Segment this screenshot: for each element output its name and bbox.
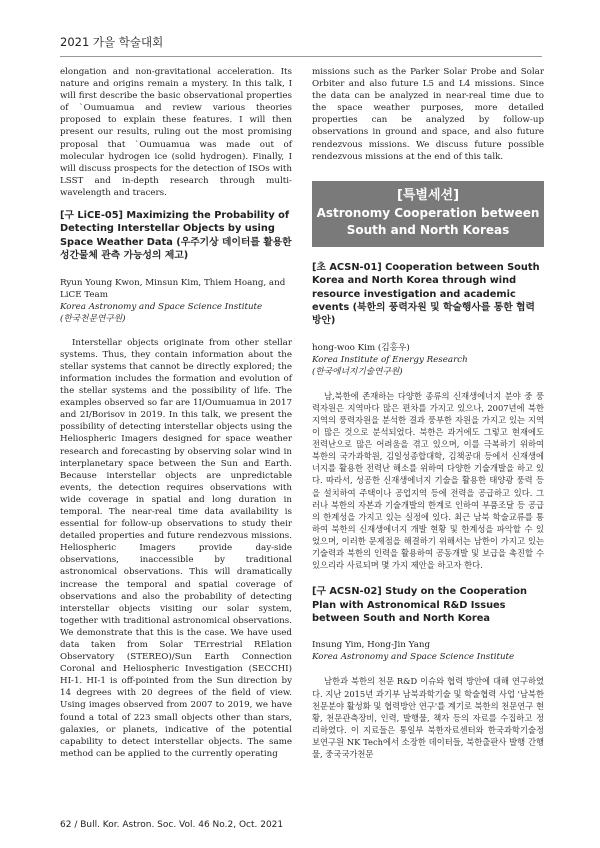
abstract-body: Interstellar objects originate from other stellar systems. Thus, they contain information about the stellar systems that cannot be directly explored; the information includes the formation and evolution of the stellar systems and the possibility of life. The examples observed so far are 1I/Oumuamua in 2017 and 2I/Borisov in 2019. In this talk, we present the possibility of detecting interstellar objects using the Heliospheric Imagers designed for space weather research and forecasting by observing solar wind in interplanetary space between the Sun and Earth. Because interstellar objects are unpredictable events, the detection requires observations with wide coverage in spatial and long duration in temporal. The near-real time data availability is essential for follow-up observations to study their detailed properties and future rendezvous missions. Heliospheric Imagers provide day-side observations, inaccessible by traditional astronomical observations. This will dramatically increase the temporal and spatial coverage of observations and also the probability of detecting interstellar objects visiting our solar system, together with traditional astronomical observations. We demonstrate that this is the case. We have used data taken from Solar TErrestrial RElation Observatory (STEREO)/Sun Earth Connection Coronal and Heliospheric Investigation (SECCHI) HI-1. HI-1 is off-pointed from the Sun direction by 14 degrees with 20 degrees of the field of view. Using images observed from 2007 to 2019, we have found a total of 223 small objects other than stars, galaxies, or planets, indicative of the potential capability to detect interstellar objects. The same method can be applied to the currently operating: [60, 337, 292, 759]
affiliation: Korea Astronomy and Space Science Institute: [60, 301, 263, 312]
abstract-title: [구 LiCE-05] Maximizing the Probability of Detecting Interstellar Objects by using Space Weather Data (우주기상 데이터를 활용한 성간물체 관측 가능성의 제고): [60, 210, 292, 262]
running-header: 2021 가을 학술대회: [60, 35, 164, 49]
left-column: [60, 66, 292, 760]
abstract2-authors: [312, 639, 544, 663]
abstract2-affiliation: Korea Astronomy and Space Science Institute: [312, 652, 515, 663]
header-rule: [60, 56, 542, 57]
abstract2-body: 남한과 북한의 천문 R&D 이슈와 협력 방안에 대해 연구하였다. 지난 2015년 과기부 남북과학기술 및 학술협력 사업 '남북한 천문분야 활성화 및 협력방안 연구'를 계기로 북한의 천문연구 현황, 천문관측장비, 인력, 발행물, 책자 등의 자료를 수집하고 정리하였다. 이 지료들은 통일부 북한자료센터와 한국과학기술정보연구원 NK Tech에서 소장한 데이터들, 북한출판사 발행 간행물, 중국국가천문: [312, 676, 544, 759]
abstract2-title: [구 ACSN-02] Study on the Cooperation Plan with Astronomical R&D Issues between South and North Korea: [312, 586, 527, 624]
abstract-authors: [60, 277, 292, 325]
special-session-banner: [312, 181, 544, 247]
page-footer: 62 / Bull. Kor. Astron. Soc. Vol. 46 No.2, Oct. 2021: [60, 820, 284, 830]
session-title-line2: South and North Koreas: [346, 222, 510, 237]
session-title-line1: Astronomy Cooperation between: [316, 205, 540, 220]
session-label: [특별세션]: [396, 187, 460, 203]
abstract1-author-list: hong-woo Kim (김홍우): [312, 342, 410, 353]
abstract1-affiliation-korean: (한국에너지기술연구원): [312, 366, 403, 377]
abstract1-body: 남,북한에 존재하는 다양한 종류의 신재생에너지 분야 중 풍력자원은 지역마다 많은 편차를 가지고 있으나, 2007년에 북한지역의 풍력자원을 분석한 결과 풍부한 자원을 가지고 있는 지역이 많은 것으로 분석되었다. 북한은 과거에도 그렇고 현재에도 전력난으로 많은 어려움을 겪고 있으며, 이를 극복하기 위하여 북한의 국가과학원, 김일성종합대학, 김책공대 등에서 신재생에너지를 활용한 전력난 해소를 위하여 다양한 기술개발을 하고 있다. 따라서, 성공한 신재생에너지 기술을 활용한 태양광 풍력 등을 설치하여 주택이나 공업지역 등에 전력을 공급하고 있다. 그러나 북한의 자본과 기술개발의 한계로 인하여 부품조달 등 공급의 한계성을 가지고 있는 실정에 있다. 최근 남북 학술교류를 통하여 북한의 신재생에너지 개발 현황 및 한계성을 파악할 수 있었으며, 이러한 문제점을 해결하기 위해서는 남한이 가지고 있는 기술력과 북한의 인력을 활용하여 공동개발 및 보급을 촉진할 수 있으리라 사료되며 몇 가지 제안을 하고자 한다.: [312, 390, 544, 571]
continued-paragraph: missions such as the Parker Solar Probe and Solar Orbiter and also future L5 and L4 missions. Since the data can be analyzed in near-real time due to the space weather purposes, more detailed properties can be analyzed by follow-up observations in ground and space, and also future rendezvous missions. We discuss future possible rendezvous missions at the end of this talk.: [312, 67, 544, 162]
abstract2-author-list: Insung Yim, Hong-Jin Yang: [312, 640, 431, 651]
intro-paragraph: elongation and non-gravitational acceleration. Its nature and origins remain a mystery. In this talk, I will first describe the basic observational properties of `Oumuamua and review various theories proposed to explain these features. I will then present our results, ruling out the most promising proposal that `Oumuamua was made out of molecular hydrogen ice (solid hydrogen). Finally, I will discuss prospects for the detection of ISOs with LSST and in-depth research through multi-wavelength and tracers.: [60, 67, 292, 198]
abstract1-affiliation: Korea Institute of Energy Research: [312, 354, 468, 365]
abstract1-authors: [312, 342, 544, 378]
abstract1-title: [초 ACSN-01] Cooperation between South Korea and North Korea through wind resource investigation and academic events (북한의 풍력자원 및 학술행사를 통한 협력 방안): [312, 261, 540, 327]
right-column: [312, 66, 544, 760]
author-list: Ryun Young Kwon, Minsun Kim, Thiem Hoang, and LiCE Team: [60, 277, 286, 300]
affiliation-korean: (한국천문연구원): [60, 313, 126, 324]
